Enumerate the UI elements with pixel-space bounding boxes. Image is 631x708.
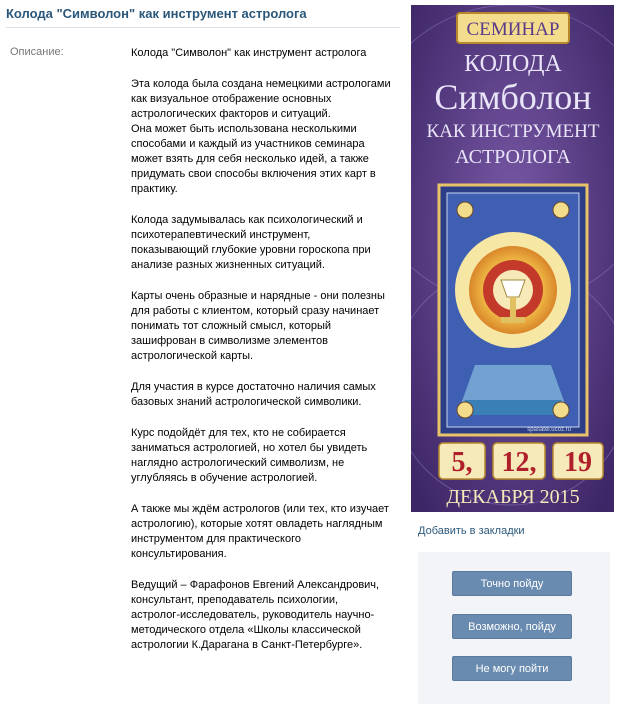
poster-line2: Симболон [434, 77, 592, 117]
maybe-button[interactable]: Возможно, пойду [452, 614, 572, 639]
poster-line1: КОЛОДА [464, 51, 562, 77]
description-paragraph: Эта колода была создана немецкими астрологами как визуальное отображение основных астрологических факторов и ситуаций. Она может быть использована несколькими способами и каждый из участников семинара может взять для себя несколько идей, а также придумать свои способы включения этих карт в практику. [131, 78, 391, 195]
poster-line4: АСТРОЛОГА [455, 146, 571, 168]
add-bookmark-link[interactable]: Добавить в закладки [418, 525, 525, 537]
event-title: Колода "Символон" как инструмент астролога [6, 6, 400, 28]
poster-date3: 19 [564, 447, 592, 478]
description-paragraph: Для участия в курсе достаточно наличия самых базовых знаний астрологической символики. [131, 381, 376, 408]
poster-badge: СЕМИНАР [466, 19, 560, 40]
poster-line3: КАК ИНСТРУМЕНТ [426, 121, 600, 142]
poster-date2: 12, [501, 447, 537, 478]
description-label: Описание: [10, 46, 64, 58]
poster-month: ДЕКАБРЯ 2015 [446, 486, 580, 508]
going-button[interactable]: Точно пойду [452, 571, 572, 596]
description-paragraph: Колода "Символон" как инструмент астролога [131, 47, 367, 59]
description-paragraph: А также мы ждём астрологов (или тех, кто изучает астрологию), которые хотят овладеть наглядным инструментом для практического консультирования. [131, 503, 389, 560]
not-going-button[interactable]: Не могу пойти [452, 656, 572, 681]
event-poster[interactable] [411, 5, 614, 512]
poster-date1: 5, [451, 447, 473, 478]
description-paragraph: Колода задумывалась как психологический и психотерапевтический инструмент, показывающий глубокие уровни гороскопа при анализе разных жизненных ситуаций. [131, 214, 371, 271]
description-paragraph: Карты очень образные и нарядные - они полезны для работы с клиентом, который сразу начинает понимать тот сложный смысл, который зашифрован в символизме элементов астрологической карты. [131, 290, 385, 362]
event-description [131, 46, 393, 669]
description-paragraph: Ведущий – Фарафонов Евгений Александрович, консультант, преподаватель психологии, астролог-исследователь, руководитель научно- методического отдела «Школы классической астрологии К.Дарагана в Санкт-Петербурге». [131, 579, 380, 651]
poster-image [411, 5, 614, 512]
poster-site: spasatel.ucoz.ru [527, 427, 571, 433]
description-paragraph: Курс подойдёт для тех, кто не собирается заниматься астрологией, но хотел бы увидеть наглядно астрологический символизм, не углубляясь в обучение астрологией. [131, 427, 368, 484]
